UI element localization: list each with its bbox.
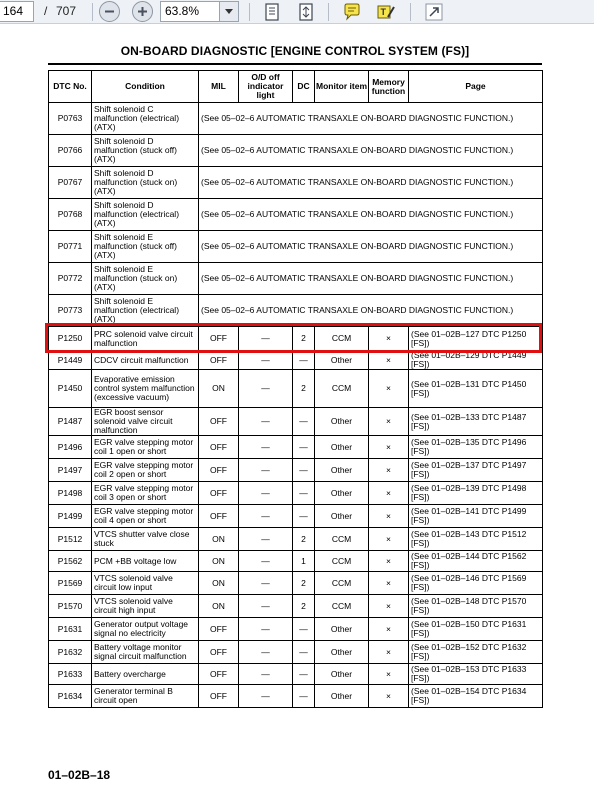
page-number-input[interactable]: 164 — [0, 1, 34, 22]
mil-cell: ON — [199, 572, 239, 595]
dtc-code-cell: P0768 — [49, 199, 92, 231]
mil-cell: OFF — [199, 482, 239, 505]
monitor-item-cell: CCM — [315, 551, 369, 572]
dtc-code-cell: P1496 — [49, 436, 92, 459]
condition-cell: Shift solenoid D malfunction (stuck on) (ATX) — [92, 167, 199, 199]
zoom-out-button[interactable] — [99, 1, 120, 22]
table-row — [49, 459, 543, 482]
fit-page-icon — [263, 3, 281, 21]
page-reference-cell: (See 01–02B–137 DTC P1497 [FS]) — [409, 459, 543, 482]
table-row — [49, 135, 543, 167]
mil-cell: OFF — [199, 641, 239, 664]
od-off-light-cell: — — [239, 370, 293, 408]
page-reference-cell: (See 01–02B–135 DTC P1496 [FS]) — [409, 436, 543, 459]
page-reference-cell: (See 01–02B–133 DTC P1487 [FS]) — [409, 408, 543, 436]
fit-width-button[interactable] — [296, 2, 316, 22]
mil-cell: ON — [199, 595, 239, 618]
memory-function-cell: × — [369, 408, 409, 436]
dtc-code-cell: P0763 — [49, 103, 92, 135]
table-row — [49, 231, 543, 263]
fit-width-icon — [297, 3, 315, 21]
monitor-item-cell: CCM — [315, 370, 369, 408]
condition-cell: Shift solenoid E malfunction (stuck off) (ATX) — [92, 231, 199, 263]
od-off-light-cell: — — [239, 505, 293, 528]
dtc-table-body — [49, 103, 543, 708]
condition-cell: VTCS solenoid valve circuit high input — [92, 595, 199, 618]
page-reference-cell: (See 01–02B–129 DTC P1449 [FS]) — [409, 351, 543, 370]
dc-cell: — — [293, 482, 315, 505]
header-memory-function: Memory function — [369, 71, 409, 103]
dc-cell: 2 — [293, 370, 315, 408]
dc-cell: — — [293, 641, 315, 664]
dtc-code-cell: P1450 — [49, 370, 92, 408]
od-off-light-cell: — — [239, 436, 293, 459]
monitor-item-cell: Other — [315, 505, 369, 528]
table-row — [49, 327, 543, 351]
header-monitor-item: Monitor item — [315, 71, 369, 103]
dc-cell: — — [293, 618, 315, 641]
dc-cell: 2 — [293, 327, 315, 351]
table-row — [49, 618, 543, 641]
dtc-code-cell: P1250 — [49, 327, 92, 351]
condition-cell: Shift solenoid E malfunction (stuck on) (ATX) — [92, 263, 199, 295]
header-dc: DC — [293, 71, 315, 103]
od-off-light-cell: — — [239, 482, 293, 505]
reference-note-cell: (See 05–02–6 AUTOMATIC TRANSAXLE ON-BOARD DIAGNOSTIC FUNCTION.) — [199, 199, 543, 231]
page-reference-cell: (See 01–02B–141 DTC P1499 [FS]) — [409, 505, 543, 528]
condition-cell: Shift solenoid D malfunction (stuck off) (ATX) — [92, 135, 199, 167]
table-row — [49, 685, 543, 708]
dtc-code-cell: P1449 — [49, 351, 92, 370]
condition-cell: EGR valve stepping motor coil 2 open or short — [92, 459, 199, 482]
dc-cell: — — [293, 436, 315, 459]
monitor-item-cell: CCM — [315, 528, 369, 551]
memory-function-cell: × — [369, 595, 409, 618]
header-dtc-no: DTC No. — [49, 71, 92, 103]
reference-note-cell: (See 05–02–6 AUTOMATIC TRANSAXLE ON-BOARD DIAGNOSTIC FUNCTION.) — [199, 263, 543, 295]
monitor-item-cell: CCM — [315, 327, 369, 351]
reference-note-cell: (See 05–02–6 AUTOMATIC TRANSAXLE ON-BOARD DIAGNOSTIC FUNCTION.) — [199, 103, 543, 135]
document-title: ON-BOARD DIAGNOSTIC [ENGINE CONTROL SYSTEM (FS)] — [120, 44, 470, 58]
expand-icon — [425, 3, 443, 21]
od-off-light-cell: — — [239, 459, 293, 482]
od-off-light-cell: — — [239, 408, 293, 436]
dtc-code-cell: P0766 — [49, 135, 92, 167]
od-off-light-cell: — — [239, 595, 293, 618]
od-off-light-cell: — — [239, 641, 293, 664]
memory-function-cell: × — [369, 505, 409, 528]
table-row — [49, 572, 543, 595]
mil-cell: OFF — [199, 664, 239, 685]
mil-cell: ON — [199, 551, 239, 572]
condition-cell: Generator output voltage signal no electricity — [92, 618, 199, 641]
dtc-code-cell: P0767 — [49, 167, 92, 199]
page-reference-cell: (See 01–02B–143 DTC P1512 [FS]) — [409, 528, 543, 551]
monitor-item-cell: Other — [315, 618, 369, 641]
condition-cell: EGR boost sensor solenoid valve circuit malfunction — [92, 408, 199, 436]
memory-function-cell: × — [369, 664, 409, 685]
mil-cell: OFF — [199, 436, 239, 459]
title-underline — [48, 63, 542, 65]
page-reference-cell: (See 01–02B–148 DTC P1570 [FS]) — [409, 595, 543, 618]
reference-note-cell: (See 05–02–6 AUTOMATIC TRANSAXLE ON-BOARD DIAGNOSTIC FUNCTION.) — [199, 295, 543, 327]
mil-cell: OFF — [199, 351, 239, 370]
total-pages: 707 — [56, 4, 77, 18]
condition-cell: Battery overcharge — [92, 664, 199, 685]
page-reference-cell: (See 01–02B–153 DTC P1633 [FS]) — [409, 664, 543, 685]
od-off-light-cell: — — [239, 551, 293, 572]
comment-icon — [343, 3, 361, 21]
dc-cell: — — [293, 505, 315, 528]
dtc-code-cell: P0772 — [49, 263, 92, 295]
page-footer-number: 01–02B–18 — [48, 768, 111, 782]
dtc-code-cell: P1498 — [49, 482, 92, 505]
table-row — [49, 351, 543, 370]
memory-function-cell: × — [369, 459, 409, 482]
memory-function-cell: × — [369, 551, 409, 572]
condition-cell: Generator terminal B circuit open — [92, 685, 199, 708]
dc-cell: 2 — [293, 595, 315, 618]
text-markup-icon — [377, 3, 395, 21]
condition-cell: Shift solenoid C malfunction (electrical) (ATX) — [92, 103, 199, 135]
header-condition: Condition — [92, 71, 199, 103]
toolbar-divider — [249, 3, 250, 21]
mil-cell: OFF — [199, 459, 239, 482]
monitor-item-cell: CCM — [315, 572, 369, 595]
minus-icon — [103, 5, 116, 18]
table-row — [49, 408, 543, 436]
header-mil: MIL — [199, 71, 239, 103]
chevron-down-icon — [225, 9, 233, 14]
table-row — [49, 103, 543, 135]
condition-cell: VTCS shutter valve close stuck — [92, 528, 199, 551]
od-off-light-cell: — — [239, 572, 293, 595]
mil-cell: OFF — [199, 327, 239, 351]
table-row — [49, 551, 543, 572]
dtc-code-cell: P1499 — [49, 505, 92, 528]
dtc-code-cell: P0773 — [49, 295, 92, 327]
page-separator: / — [44, 4, 48, 18]
mil-cell: OFF — [199, 618, 239, 641]
full-screen-button[interactable] — [424, 2, 444, 22]
monitor-item-cell: CCM — [315, 595, 369, 618]
dtc-code-cell: P1633 — [49, 664, 92, 685]
table-row — [49, 505, 543, 528]
page-reference-cell: (See 01–02B–150 DTC P1631 [FS]) — [409, 618, 543, 641]
dc-cell: 1 — [293, 551, 315, 572]
monitor-item-cell: Other — [315, 685, 369, 708]
od-off-light-cell: — — [239, 528, 293, 551]
condition-cell: EGR valve stepping motor coil 1 open or short — [92, 436, 199, 459]
dtc-code-cell: P1631 — [49, 618, 92, 641]
mil-cell: OFF — [199, 408, 239, 436]
table-row — [49, 528, 543, 551]
page-reference-cell: (See 01–02B–131 DTC P1450 [FS]) — [409, 370, 543, 408]
toolbar-divider — [410, 3, 411, 21]
monitor-item-cell: Other — [315, 408, 369, 436]
table-row — [49, 199, 543, 231]
page-reference-cell: (See 01–02B–127 DTC P1250 [FS]) — [409, 327, 543, 351]
condition-cell: CDCV circuit malfunction — [92, 351, 199, 370]
condition-cell: Shift solenoid D malfunction (electrical) (ATX) — [92, 199, 199, 231]
memory-function-cell: × — [369, 436, 409, 459]
mil-cell: ON — [199, 528, 239, 551]
zoom-level-input[interactable]: 63.8% — [160, 1, 220, 22]
monitor-item-cell: Other — [315, 351, 369, 370]
dc-cell: — — [293, 351, 315, 370]
table-row — [49, 664, 543, 685]
reference-note-cell: (See 05–02–6 AUTOMATIC TRANSAXLE ON-BOARD DIAGNOSTIC FUNCTION.) — [199, 167, 543, 199]
monitor-item-cell: Other — [315, 436, 369, 459]
memory-function-cell: × — [369, 641, 409, 664]
condition-cell: VTCS solenoid valve circuit low input — [92, 572, 199, 595]
monitor-item-cell: Other — [315, 664, 369, 685]
dc-cell: — — [293, 685, 315, 708]
dc-cell: 2 — [293, 528, 315, 551]
monitor-item-cell: Other — [315, 641, 369, 664]
table-row — [49, 370, 543, 408]
table-row — [49, 482, 543, 505]
condition-cell: PRC solenoid valve circuit malfunction — [92, 327, 199, 351]
condition-cell: Shift solenoid E malfunction (electrical) (ATX) — [92, 295, 199, 327]
memory-function-cell: × — [369, 572, 409, 595]
condition-cell: PCM +BB voltage low — [92, 551, 199, 572]
mil-cell: OFF — [199, 505, 239, 528]
memory-function-cell: × — [369, 370, 409, 408]
condition-cell: Evaporative emission control system malfunction (excessive vacuum) — [92, 370, 199, 408]
dc-cell: 2 — [293, 572, 315, 595]
dtc-code-cell: P1634 — [49, 685, 92, 708]
monitor-item-cell: Other — [315, 459, 369, 482]
page-reference-cell: (See 01–02B–146 DTC P1569 [FS]) — [409, 572, 543, 595]
table-row — [49, 641, 543, 664]
dtc-code-cell: P1569 — [49, 572, 92, 595]
plus-icon — [136, 5, 149, 18]
highlight-text-button[interactable] — [376, 2, 396, 22]
mil-cell: OFF — [199, 685, 239, 708]
reference-note-cell: (See 05–02–6 AUTOMATIC TRANSAXLE ON-BOARD DIAGNOSTIC FUNCTION.) — [199, 231, 543, 263]
od-off-light-cell: — — [239, 685, 293, 708]
condition-cell: Battery voltage monitor signal circuit malfunction — [92, 641, 199, 664]
memory-function-cell: × — [369, 482, 409, 505]
memory-function-cell: × — [369, 327, 409, 351]
dtc-code-cell: P1512 — [49, 528, 92, 551]
memory-function-cell: × — [369, 351, 409, 370]
table-row — [49, 295, 543, 327]
od-off-light-cell: — — [239, 618, 293, 641]
dtc-code-cell: P0771 — [49, 231, 92, 263]
comment-button[interactable] — [342, 2, 362, 22]
condition-cell: EGR valve stepping motor coil 3 open or short — [92, 482, 199, 505]
zoom-in-button[interactable] — [132, 1, 153, 22]
fit-page-button[interactable] — [262, 2, 282, 22]
dtc-code-cell: P1487 — [49, 408, 92, 436]
dtc-code-cell: P1497 — [49, 459, 92, 482]
condition-cell: EGR valve stepping motor coil 4 open or short — [92, 505, 199, 528]
toolbar-divider — [328, 3, 329, 21]
page-reference-cell: (See 01–02B–139 DTC P1498 [FS]) — [409, 482, 543, 505]
monitor-item-cell: Other — [315, 482, 369, 505]
header-od-off-light: O/D off indicator light — [239, 71, 293, 103]
dtc-code-cell: P1570 — [49, 595, 92, 618]
dc-cell: — — [293, 408, 315, 436]
table-header-row — [49, 71, 543, 103]
table-row — [49, 263, 543, 295]
od-off-light-cell: — — [239, 664, 293, 685]
memory-function-cell: × — [369, 618, 409, 641]
dc-cell: — — [293, 664, 315, 685]
svg-text:T: T — [380, 7, 386, 17]
table-row — [49, 436, 543, 459]
reference-note-cell: (See 05–02–6 AUTOMATIC TRANSAXLE ON-BOARD DIAGNOSTIC FUNCTION.) — [199, 135, 543, 167]
table-row — [49, 595, 543, 618]
header-page: Page — [409, 71, 543, 103]
zoom-dropdown-button[interactable] — [220, 1, 239, 22]
toolbar-divider — [92, 3, 93, 21]
dtc-table — [48, 70, 543, 708]
dc-cell: — — [293, 459, 315, 482]
memory-function-cell: × — [369, 528, 409, 551]
mil-cell: ON — [199, 370, 239, 408]
od-off-light-cell: — — [239, 327, 293, 351]
table-row — [49, 167, 543, 199]
page-reference-cell: (See 01–02B–154 DTC P1634 [FS]) — [409, 685, 543, 708]
page-reference-cell: (See 01–02B–152 DTC P1632 [FS]) — [409, 641, 543, 664]
page-reference-cell: (See 01–02B–144 DTC P1562 [FS]) — [409, 551, 543, 572]
od-off-light-cell: — — [239, 351, 293, 370]
dtc-code-cell: P1562 — [49, 551, 92, 572]
dtc-code-cell: P1632 — [49, 641, 92, 664]
memory-function-cell: × — [369, 685, 409, 708]
pdf-toolbar — [0, 0, 594, 24]
